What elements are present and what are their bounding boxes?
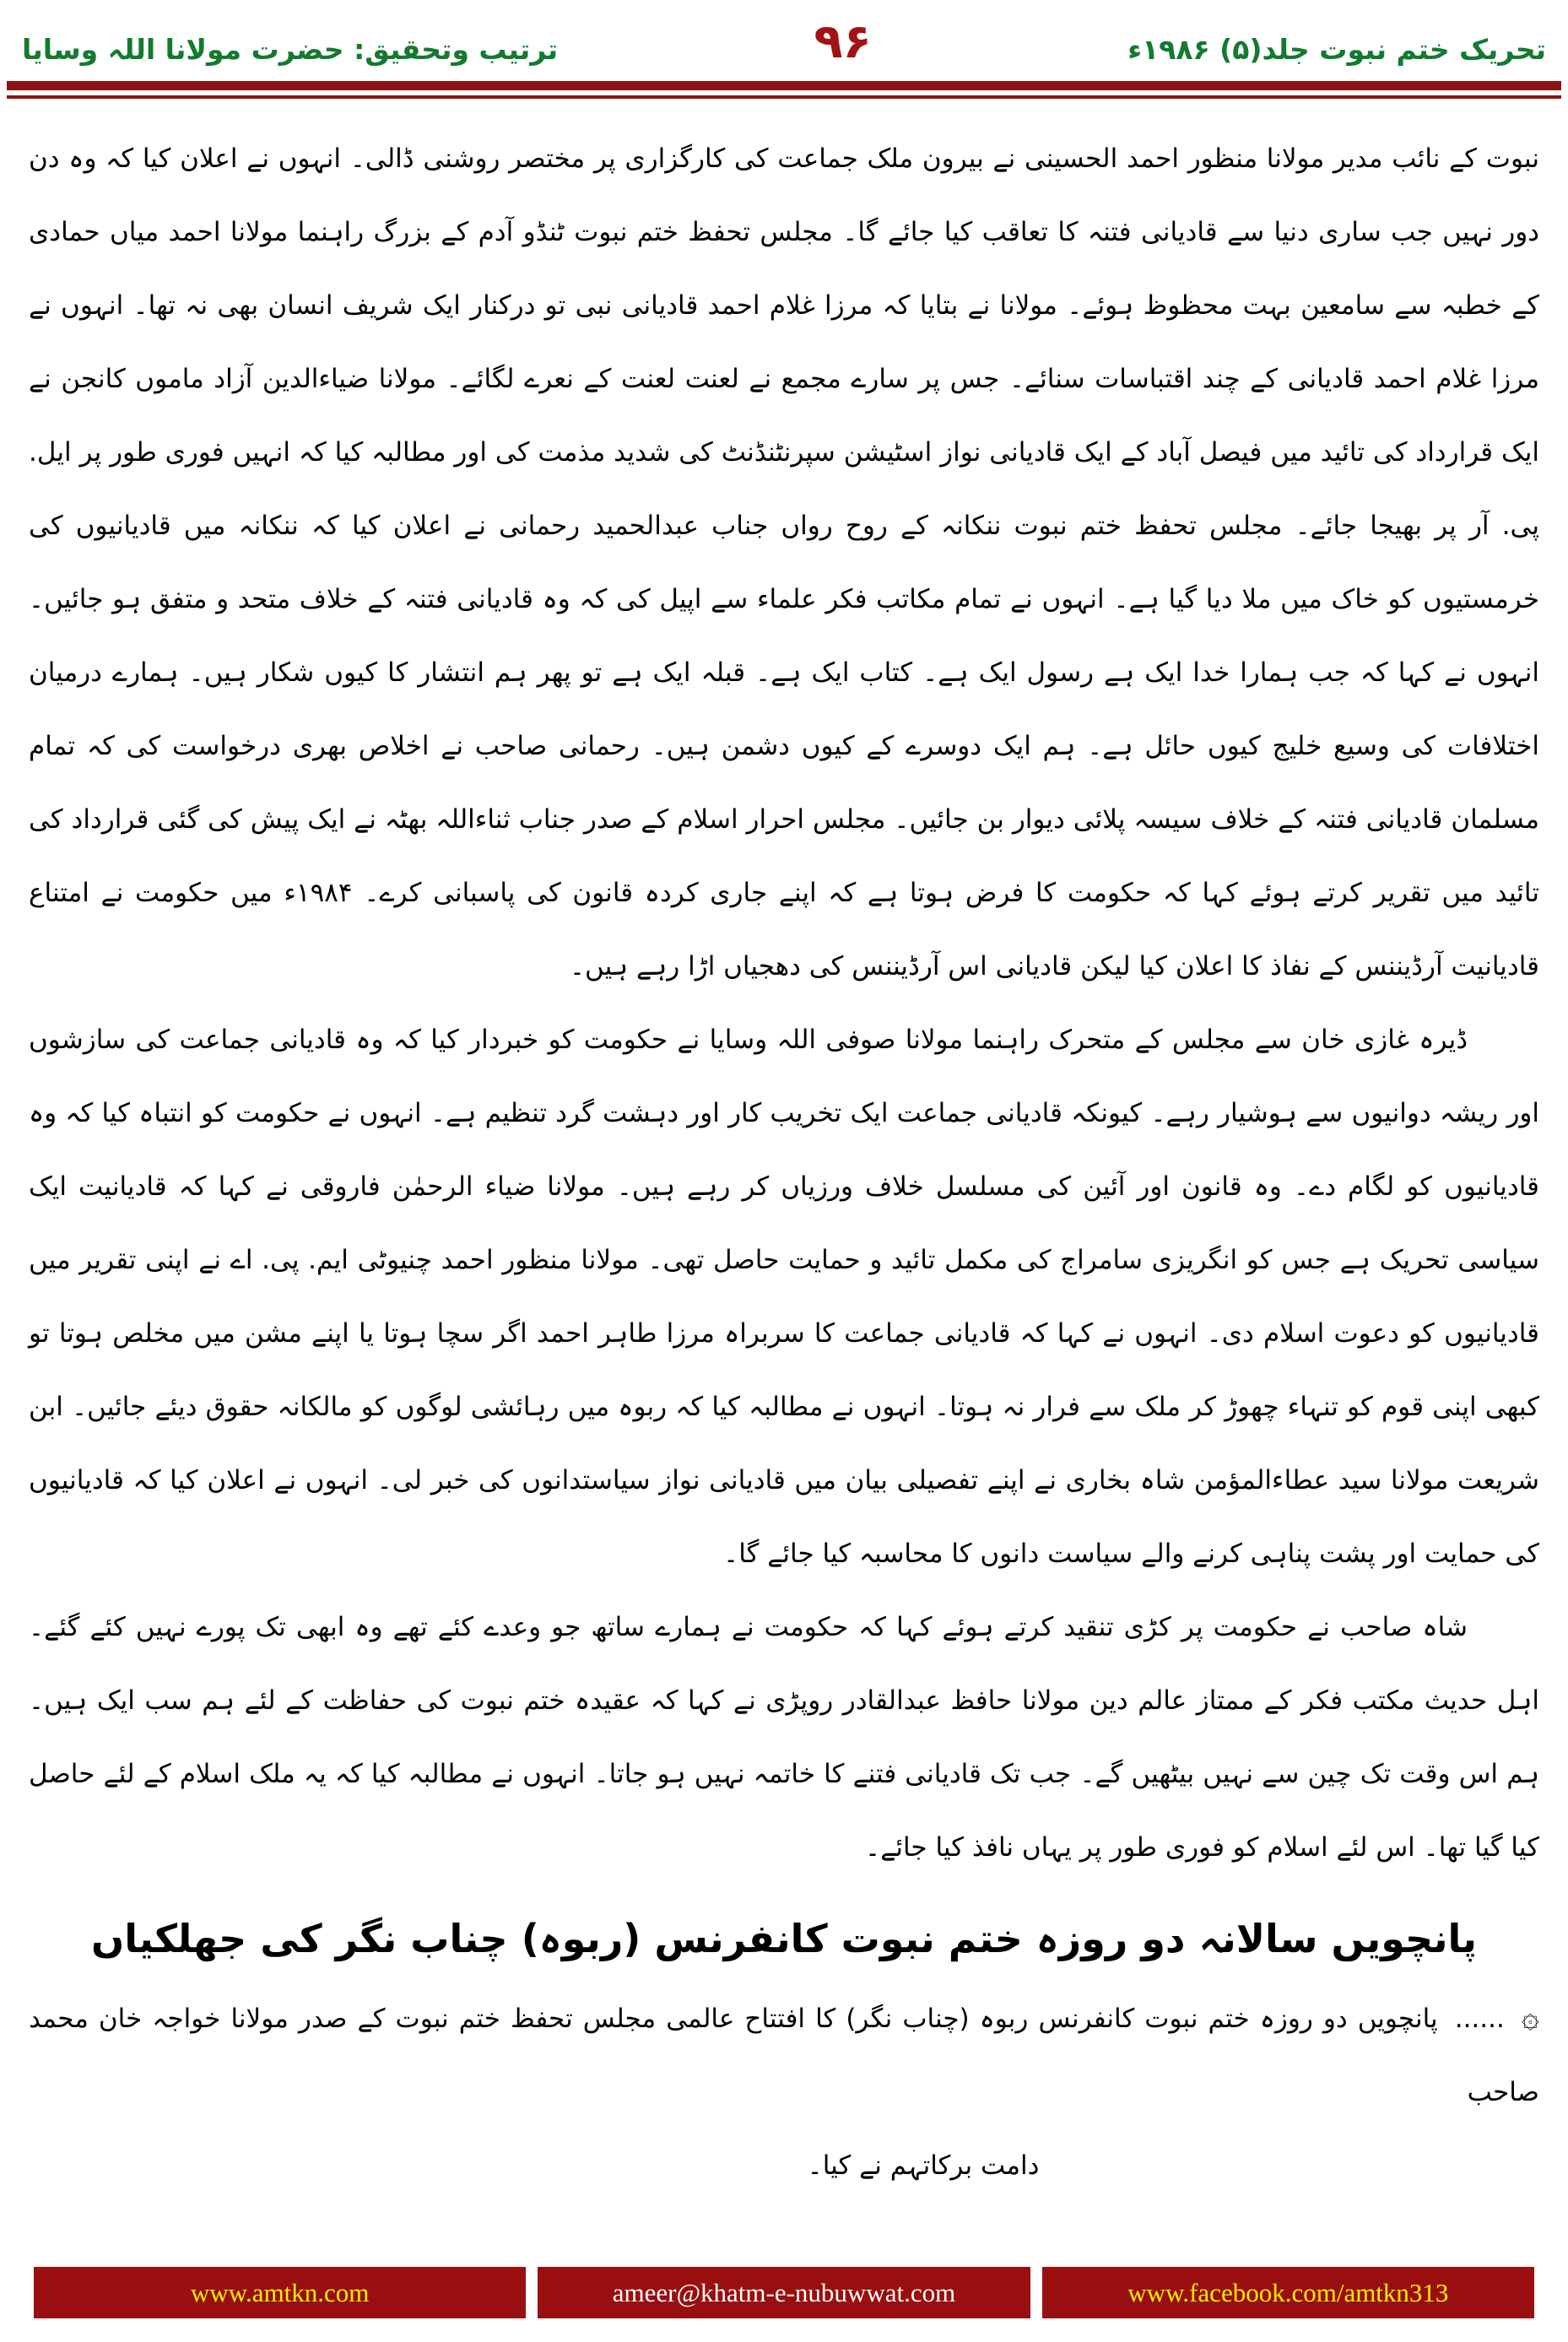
bullet-text-continuation: دامت برکاتہم نے کیا۔ bbox=[807, 2150, 1040, 2181]
section-heading: پانچویں سالانہ دو روزہ ختم نبوت کانفرنس (ربوہ) چناب نگر کی جھلکیاں bbox=[90, 1916, 1478, 1961]
leader-dots: ...... bbox=[1454, 2004, 1505, 2034]
bullet-paragraph bbox=[29, 1981, 1539, 2129]
page-header bbox=[0, 0, 1568, 69]
star-ornament-icon: ۞ bbox=[1521, 2000, 1539, 2035]
divider-thick-line bbox=[7, 81, 1561, 90]
book-title: تحریک ختم نبوت جلد(۵) ۱۹۸۶ء bbox=[1127, 33, 1546, 66]
paragraph-2: ڈیرہ غازی خان سے مجلس کے متحرک راہنما مولانا صوفی اللہ وسایا نے حکومت کو خبردار کیا کہ وہ قادیانی جماعت کی سازشوں اور ریشہ دوانیوں سے ہوشیار رہے۔ کیونکہ قادیانی جماعت ایک تخریب کار اور دہشت گرد تنظیم ہے۔ انہوں نے حکومت کو انتباہ کیا کہ وہ قادیانیوں کو لگام دے۔ وہ قانون اور آئین کی مسلسل خلاف ورزیاں کر رہے ہیں۔ مولانا ضیاء الرحمٰن فاروقی نے کہا کہ قادیانیت ایک سیاسی تحریک ہے جس کو انگریزی سامراج کی مکمل تائید و حمایت حاصل تھی۔ مولانا منظور احمد چنیوٹی ایم. پی. اے نے اپنی تقریر میں قادیانیوں کو دعوت اسلام دی۔ انہوں نے کہا کہ قادیانی جماعت کا سربراہ مرزا طاہر احمد اگر سچا ہوتا یا اپنے مشن میں مخلص ہوتا تو کبھی اپنی قوم کو تنہاء چھوڑ کر ملک سے فرار نہ ہوتا۔ انہوں نے مطالبہ کیا کہ ربوہ میں رہائشی لوگوں کو مالکانہ حقوق دیئے جائیں۔ ابن شریعت مولانا سید عطاءالمؤمن شاہ بخاری نے اپنے تفصیلی بیان میں قادیانی نواز سیاستدانوں کی خبر لی۔ انہوں نے اعلان کیا کہ قادیانیوں کی حمایت اور پشت پناہی کرنے والے سیاست دانوں کا محاسبہ کیا جائے گا۔ bbox=[29, 1025, 1540, 1569]
page-footer bbox=[34, 2267, 1534, 2318]
bullet-text: پانچویں دو روزہ ختم نبوت کانفرنس ربوہ (چناب نگر) کا افتتاح عالمی مجلس تحفظ ختم نبوت کے صدر مولانا خواجہ خان محمد صاحب bbox=[29, 2004, 1539, 2107]
footer-facebook-link[interactable]: www.facebook.com/amtkn313 bbox=[1042, 2267, 1534, 2318]
page-number: ۹۶ bbox=[814, 14, 872, 69]
paragraph-1: نبوت کے نائب مدیر مولانا منظور احمد الحسینی نے بیرون ملک جماعت کی کارگزاری پر مختصر روشنی ڈالی۔ انہوں نے اعلان کیا کہ وہ دن دور نہیں جب ساری دنیا سے قادیانی فتنہ کا تعاقب کیا جائے گا۔ مجلس تحفظ ختم نبوت ٹنڈو آدم کے بزرگ راہنما مولانا احمد میاں حمادی کے خطبہ سے سامعین بہت محظوظ ہوئے۔ مولانا نے بتایا کہ مرزا غلام احمد قادیانی نبی تو درکنار ایک شریف انسان بھی نہ تھا۔ انہوں نے مرزا غلام احمد قادیانی کے چند اقتباسات سنائے۔ جس پر سارے مجمع نے لعنت لعنت کے نعرے لگائے۔ مولانا ضیاءالدین آزاد ماموں کانجن نے ایک قرارداد کی تائید میں فیصل آباد کے ایک قادیانی نواز اسٹیشن سپرنٹنڈنٹ کی شدید مذمت کی اور مطالبہ کیا کہ انہیں فوری طور پر ایل. پی. آر پر بھیجا جائے۔ مجلس تحفظ ختم نبوت ننکانہ کے روح رواں جناب عبدالحمید رحمانی نے اعلان کیا کہ ننکانہ میں قادیانیوں کی خرمستیوں کو خاک میں ملا دیا گیا ہے۔ انہوں نے تمام مکاتب فکر علماء سے اپیل کی کہ وہ قادیانی فتنہ کے خلاف متحد و متفق ہو جائیں۔ انہوں نے کہا کہ جب ہمارا خدا ایک ہے رسول ایک ہے۔ کتاب ایک ہے۔ قبلہ ایک ہے تو پھر ہم انتشار کا کیوں شکار ہیں۔ ہمارے درمیان اختلافات کی وسیع خلیج کیوں حائل ہے۔ ہم ایک دوسرے کے کیوں دشمن ہیں۔ رحمانی صاحب نے اخلاص بھری درخواست کی کہ تمام مسلمان قادیانی فتنہ کے خلاف سیسہ پلائی دیوار بن جائیں۔ مجلس احرار اسلام کے صدر جناب ثناءاللہ بھٹہ نے ایک پیش کی گئی قرارداد کی تائید میں تقریر کرتے ہوئے کہا کہ حکومت کا فرض ہوتا ہے کہ اپنے جاری کردہ قانون کی پاسبانی کرے۔ ۱۹۸۴ء میں حکومت نے امتناع قادیانیت آرڈیننس کے نفاذ کا اعلان کیا لیکن قادیانی اس آرڈیننس کی دھجیاں اڑا رہے ہیں۔ bbox=[29, 143, 1539, 982]
editor-credit: ترتیب وتحقیق: حضرت مولانا اللہ وسایا bbox=[22, 33, 559, 66]
footer-email-link[interactable]: ameer@khatm-e-nubuwwat.com bbox=[538, 2267, 1030, 2318]
paragraph-3: شاہ صاحب نے حکومت پر کڑی تنقید کرتے ہوئے کہا کہ حکومت نے ہمارے ساتھ جو وعدے کئے تھے وہ ابھی تک پورے نہیں کئے گئے۔ اہل حدیث مکتب فکر کے ممتاز عالم دین مولانا حافظ عبدالقادر روپڑی نے کہا کہ عقیدہ ختم نبوت کی حفاظت کے لئے ہم سب ایک ہیں۔ ہم اس وقت تک چین سے نہیں بیٹھیں گے۔ جب تک قادیانی فتنے کا خاتمہ نہیں ہو جاتا۔ انہوں نے مطالبہ کیا کہ یہ ملک اسلام کے لئے حاصل کیا گیا تھا۔ اس لئے اسلام کو فوری طور پر یہاں نافذ کیا جائے۔ bbox=[29, 1612, 1539, 1863]
footer-website-link[interactable]: www.amtkn.com bbox=[34, 2267, 526, 2318]
header-divider bbox=[7, 81, 1561, 99]
page-body bbox=[0, 99, 1568, 2203]
